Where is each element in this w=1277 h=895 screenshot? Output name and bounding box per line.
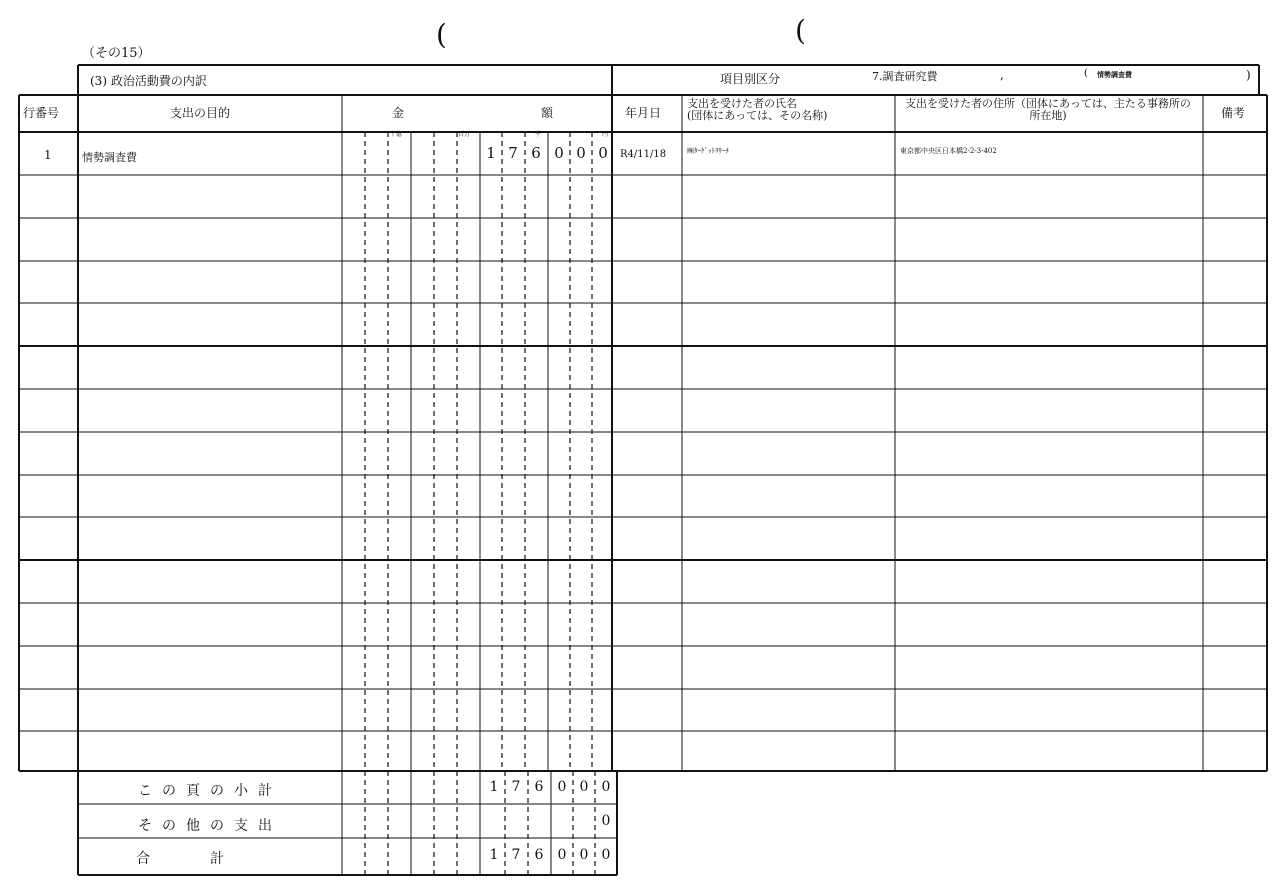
amount-digit: 0 [579, 779, 589, 795]
amount-digit: 0 [576, 144, 586, 162]
amount-digit: 0 [554, 144, 564, 162]
amount-digit: 0 [579, 847, 589, 863]
category-paren-open: ( [1084, 68, 1088, 79]
total-amount [0, 838, 1277, 872]
entry-row-no: 1 [44, 148, 52, 162]
amount-digit: 6 [534, 847, 544, 863]
other-expense-amount [0, 804, 1277, 838]
entry-payee-name: ㈱ﾀｰｹﾞｯﾄﾘｻｰﾁ [687, 147, 729, 155]
amount-digit: 1 [489, 847, 499, 863]
amount-digit: 1 [489, 779, 499, 795]
amount-digit: 7 [508, 144, 518, 162]
amount-digit: 0 [601, 779, 611, 795]
col-row-no: 行番号 [23, 106, 60, 120]
col-payee-name: 支出を受けた者の氏名 (団体にあっては、その名称) [687, 97, 828, 122]
unit-thousand: 千 [535, 131, 542, 138]
subtotal-amount [0, 770, 1277, 804]
category-label: 項目別区分 [720, 72, 781, 86]
unit-yen: 円 [602, 131, 609, 138]
amount-digit: 6 [534, 779, 544, 795]
amount-digit: 1 [486, 144, 496, 162]
category-sub: 情勢調査費 [1097, 70, 1132, 79]
category-separator: , [1000, 68, 1004, 82]
binding-mark-right: ( [795, 14, 806, 47]
amount-digit: 0 [557, 847, 567, 863]
section-title: (3) 政治活動費の内訳 [90, 74, 207, 88]
col-date: 年月日 [625, 106, 662, 120]
unit-ten-million: 十億 [390, 131, 403, 138]
amount-digit: 0 [557, 779, 567, 795]
entry-payee-address: 東京都中央区日本橋2-2-3-402 [900, 147, 997, 155]
amount-digit: 0 [601, 813, 611, 829]
other-expense-label: その他の支出 [138, 818, 282, 834]
total-label: 合計 [136, 851, 284, 867]
category-paren-close: ) [1246, 68, 1251, 82]
col-payee-address: 支出を受けた者の住所（団体にあっては、主たる事務所の所在地) [905, 97, 1191, 122]
col-remarks: 備考 [1221, 106, 1246, 120]
amount-digit: 0 [598, 144, 608, 162]
entry-purpose: 情勢調査費 [82, 151, 137, 164]
subtotal-label: この頁の小計 [138, 783, 282, 799]
page-label: （その15） [82, 46, 151, 61]
amount-digit: 6 [531, 144, 541, 162]
amount-digit: 7 [511, 779, 521, 795]
unit-million: 百万 [458, 131, 471, 138]
col-amount-2: 額 [541, 106, 554, 120]
col-amount-1: 金 [392, 106, 405, 120]
binding-mark-left: ( [436, 18, 447, 51]
category-value: 7.調査研究費 [872, 70, 938, 83]
col-purpose: 支出の目的 [170, 106, 231, 120]
amount-digit: 7 [511, 847, 521, 863]
amount-digit: 0 [601, 847, 611, 863]
entry-date: R4/11/18 [620, 149, 667, 160]
